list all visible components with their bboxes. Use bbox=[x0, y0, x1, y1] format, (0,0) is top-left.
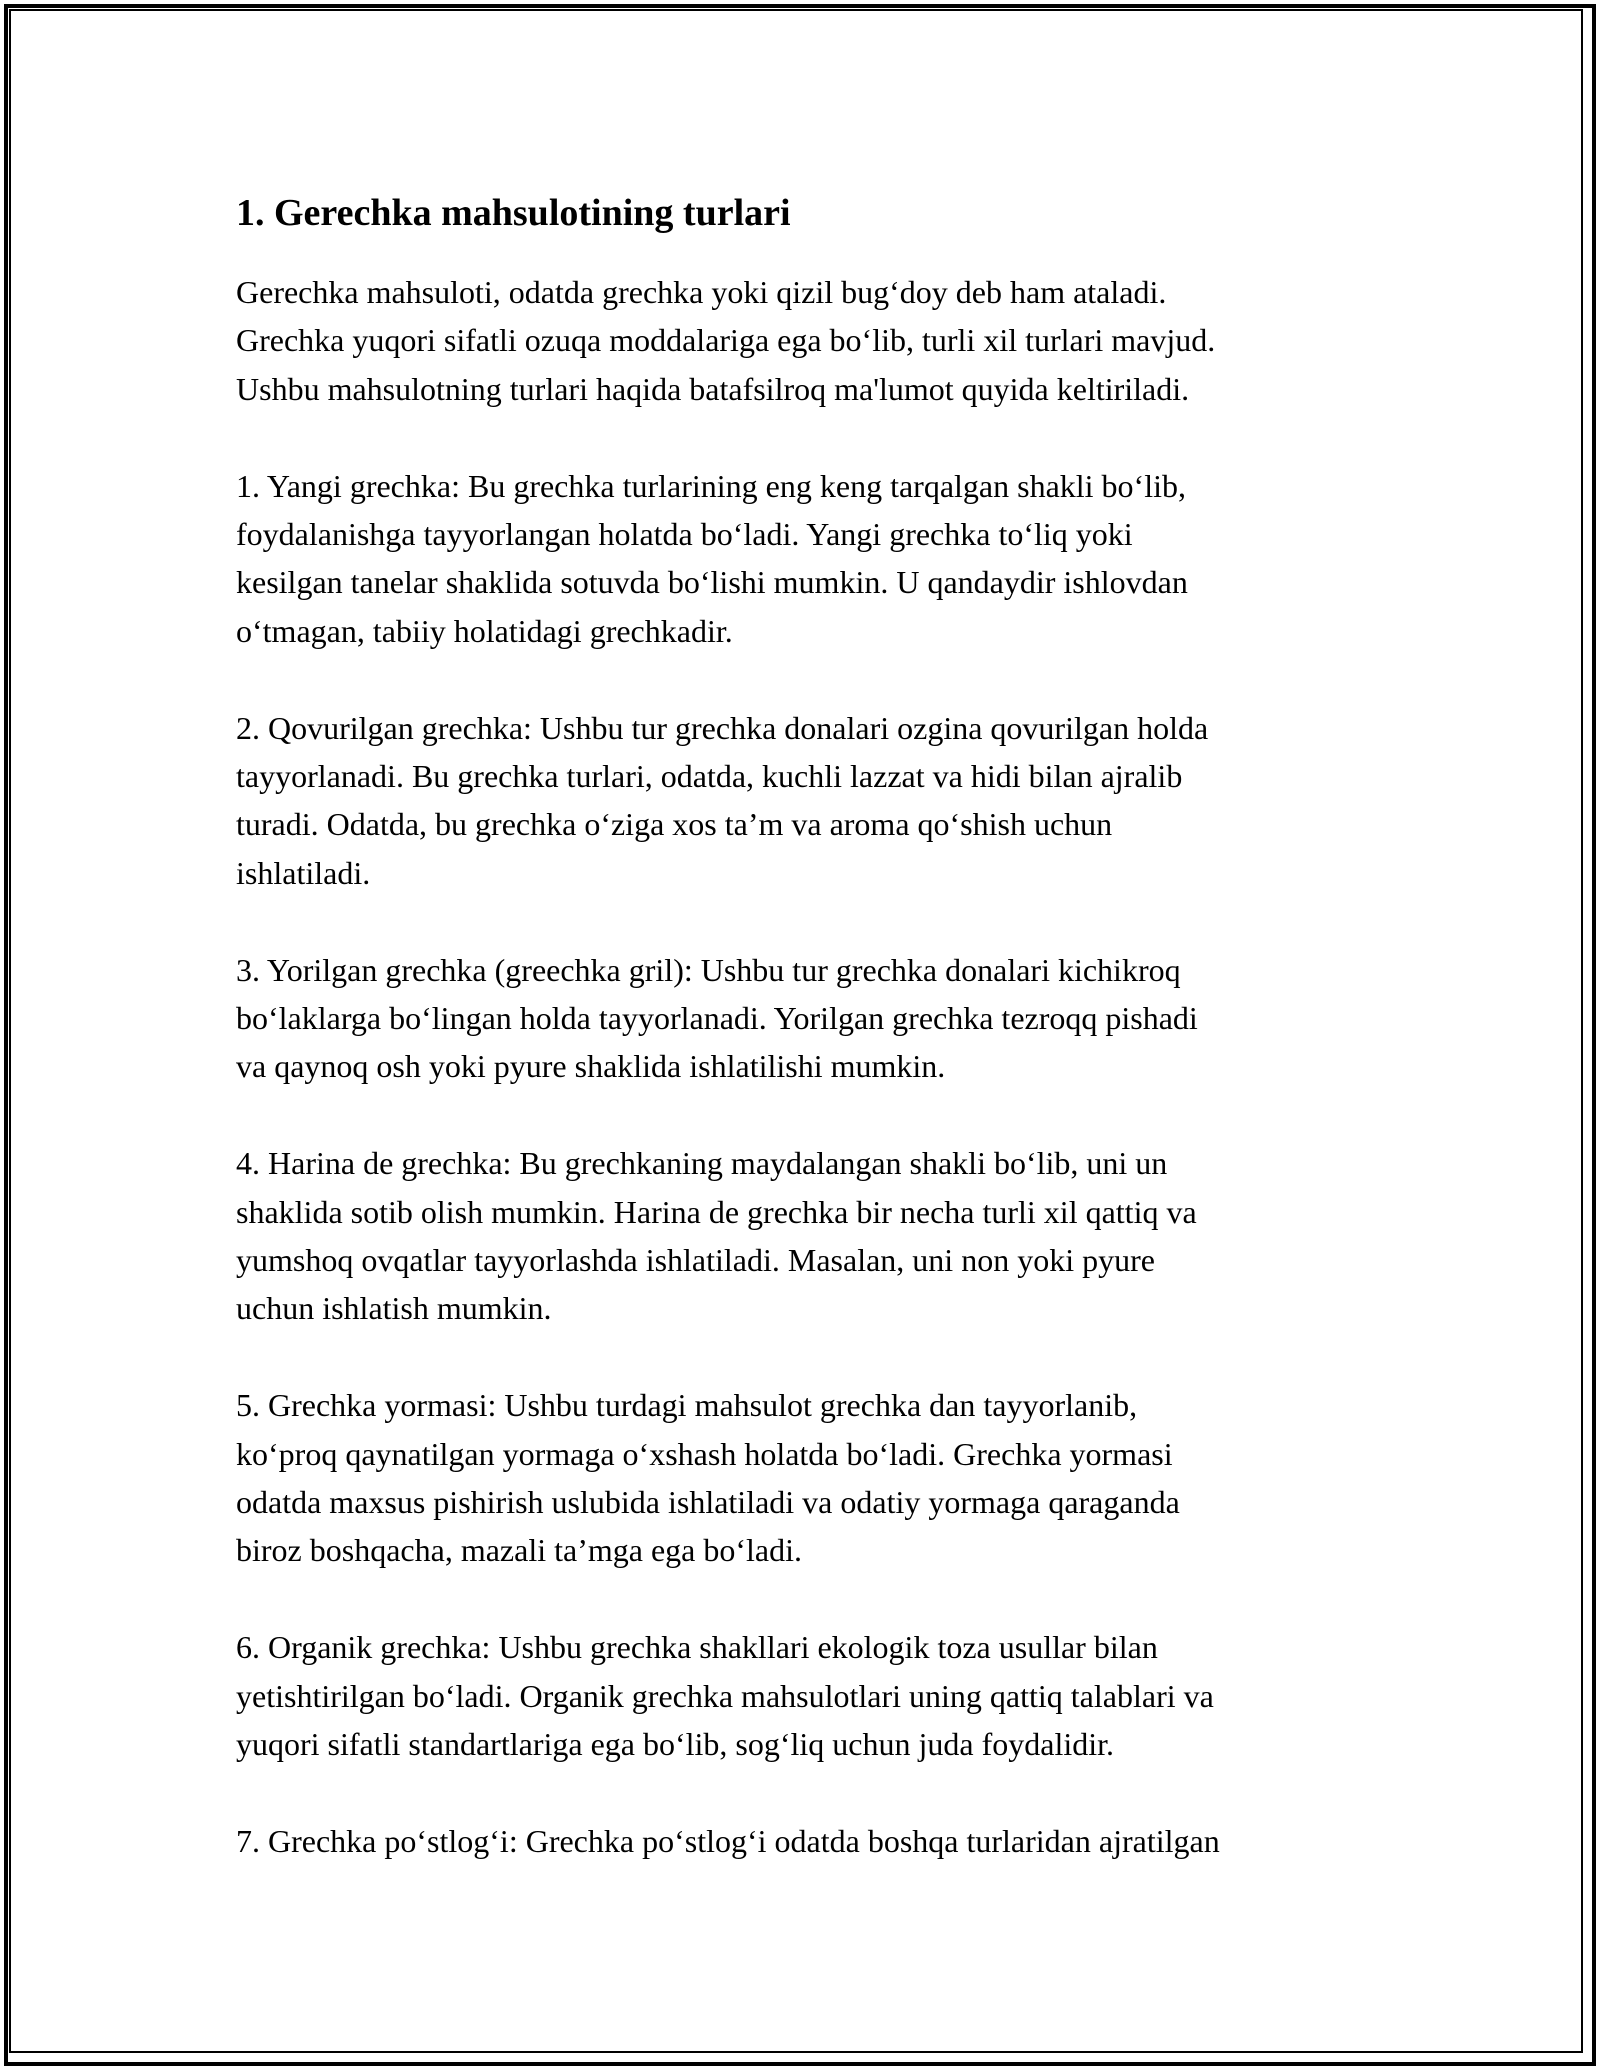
text-line: ko‘proq qaynatilgan yormaga o‘xshash holatda bo‘ladi. Grechka yormasi bbox=[236, 1435, 1173, 1472]
paragraph-intro bbox=[236, 268, 1386, 413]
section-heading: 1. Gerechka mahsulotining turlari bbox=[236, 192, 791, 234]
text-line: kesilgan tanelar shaklida sotuvda bo‘lishi mumkin. U qandaydir ishlovdan bbox=[236, 564, 1188, 601]
text-line: biroz boshqacha, mazali ta’mga ega bo‘ladi. bbox=[236, 1532, 802, 1569]
text-line: uchun ishlatish mumkin. bbox=[236, 1290, 552, 1327]
text-line: 5. Grechka yormasi: Ushbu turdagi mahsulot grechka dan tayyorlanib, bbox=[236, 1387, 1138, 1424]
text-line: yumshoq ovqatlar tayyorlashda ishlatiladi. Masalan, uni non yoki pyure bbox=[236, 1242, 1155, 1279]
text-line: 4. Harina de grechka: Bu grechkaning maydalangan shakli bo‘lib, uni un bbox=[236, 1145, 1168, 1182]
text-line: 2. Qovurilgan grechka: Ushbu tur grechka donalari ozgina qovurilgan holda bbox=[236, 709, 1209, 746]
text-line: ishlatiladi. bbox=[236, 854, 371, 891]
text-line: 7. Grechka po‘stlog‘i: Grechka po‘stlog‘i odatda boshqa turlaridan ajratilgan bbox=[236, 1822, 1220, 1859]
paragraph-item-7 bbox=[236, 1817, 1386, 1865]
text-line: 1. Yangi grechka: Bu grechka turlarining eng keng tarqalgan shakli bo‘lib, bbox=[236, 467, 1186, 504]
paragraph-item-5 bbox=[236, 1381, 1386, 1575]
text-line: Ushbu mahsulotning turlari haqida batafsilroq ma'lumot quyida keltiriladi. bbox=[236, 370, 1190, 407]
text-line: 3. Yorilgan grechka (greechka gril): Ushbu tur grechka donalari kichikroq bbox=[236, 951, 1181, 988]
text-line: 6. Organik grechka: Ushbu grechka shakllari ekologik toza usullar bilan bbox=[236, 1629, 1158, 1666]
text-line: yuqori sifatli standartlariga ega bo‘lib, sog‘liq uchun juda foydalidir. bbox=[236, 1726, 1115, 1763]
text-line: va qaynoq osh yoki pyure shaklida ishlatilishi mumkin. bbox=[236, 1048, 946, 1085]
text-line: bo‘laklarga bo‘lingan holda tayyorlanadi. Yorilgan grechka tezroqq pishadi bbox=[236, 1000, 1198, 1037]
paragraph-item-6 bbox=[236, 1623, 1386, 1768]
paragraph-item-4 bbox=[236, 1139, 1386, 1333]
text-line: turadi. Odatda, bu grechka o‘ziga xos ta’m va aroma qo‘shish uchun bbox=[236, 806, 1113, 843]
text-line: odatda maxsus pishirish uslubida ishlatiladi va odatiy yormaga qaraganda bbox=[236, 1484, 1180, 1521]
text-line: Grechka yuqori sifatli ozuqa moddalariga ega bo‘lib, turli xil turlari mavjud. bbox=[236, 322, 1216, 359]
text-line: yetishtirilgan bo‘ladi. Organik grechka mahsulotlari uning qattiq talablari va bbox=[236, 1677, 1214, 1714]
text-line: Gerechka mahsuloti, odatda grechka yoki qizil bug‘doy deb ham ataladi. bbox=[236, 274, 1167, 310]
text-line: foydalanishga tayyorlangan holatda bo‘ladi. Yangi grechka to‘liq yoki bbox=[236, 516, 1133, 553]
paragraph-item-2 bbox=[236, 704, 1386, 898]
paragraph-item-3 bbox=[236, 946, 1386, 1091]
text-line: o‘tmagan, tabiiy holatidagi grechkadir. bbox=[236, 612, 733, 649]
text-line: shaklida sotib olish mumkin. Harina de grechka bir necha turli xil qattiq va bbox=[236, 1193, 1197, 1230]
paragraph-item-1 bbox=[236, 462, 1386, 656]
document-body bbox=[236, 186, 1386, 1914]
text-line: tayyorlanadi. Bu grechka turlari, odatda, kuchli lazzat va hidi bilan ajralib bbox=[236, 758, 1183, 795]
